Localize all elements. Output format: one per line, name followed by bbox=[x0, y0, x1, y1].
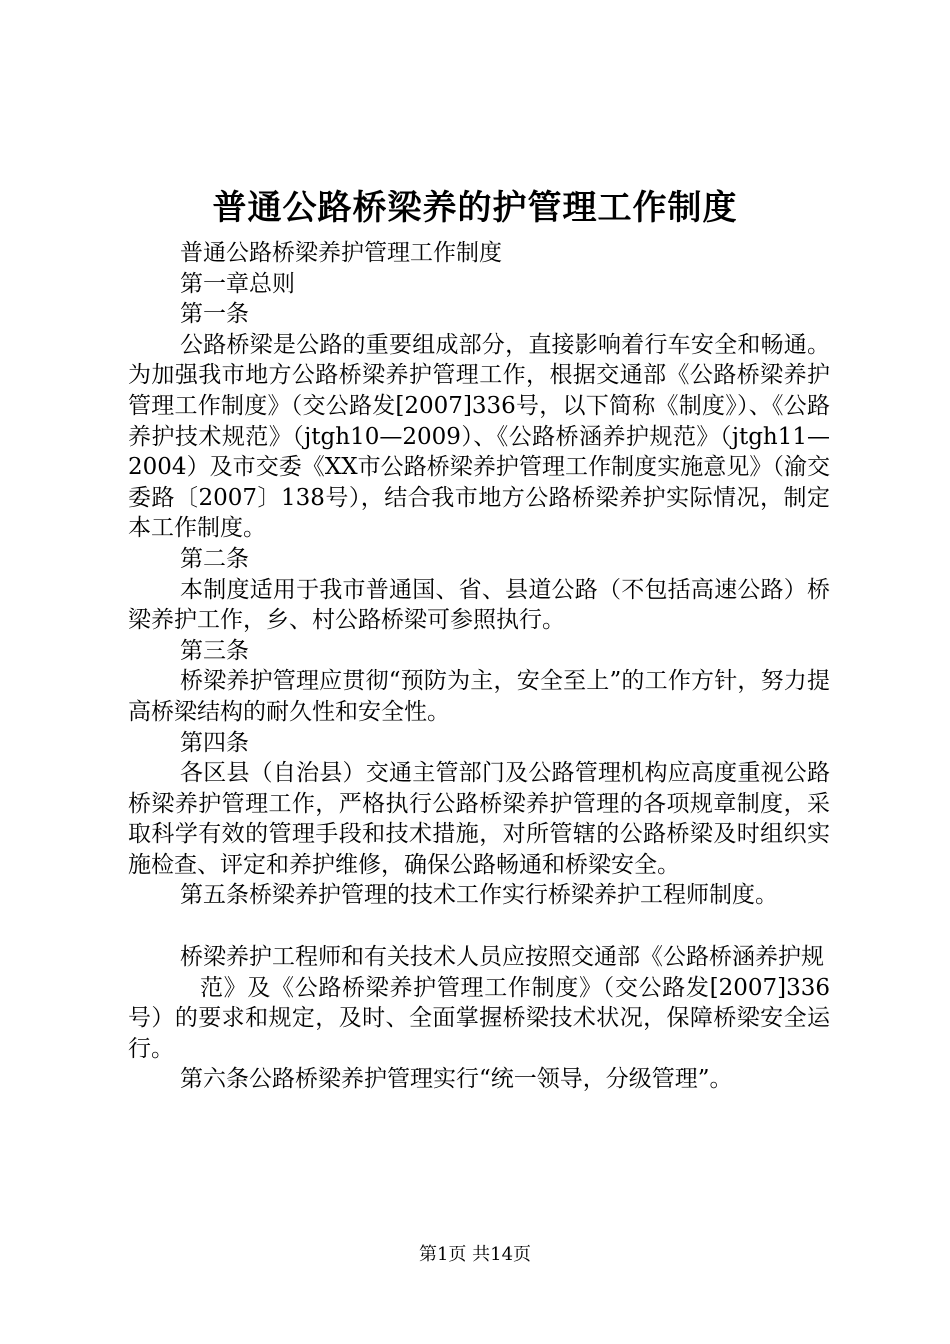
body-paragraph: 桥梁养护工程师和有关技术人员应按照交通部《公路桥涵养护规 bbox=[180, 944, 824, 971]
paragraph-gap bbox=[128, 911, 830, 942]
body-paragraph: 公路桥梁是公路的重要组成部分，直接影响着行车安全和畅通。为加强我市地方公路桥梁养护管理工作，根据交通部《公路桥梁养护管理工作制度》（交公路发[2007]336号，以下简称《制度》）、《公路养护技术规范》（jtgh10—2009）、《公路桥涵养护规范》（jtgh11—2004）及市交委《XX市公路桥梁养护管理工作制度实施意见》（渝交委路〔2007〕138号），结合我市地方公路桥梁养护实际情况，制定本工作制度。 bbox=[128, 331, 830, 542]
body-paragraph: 第六条公路桥梁养护管理实行“统一领导，分级管理”。 bbox=[180, 1066, 733, 1093]
body-paragraph: 各区县（自治县）交通主管部门及公路管理机构应高度重视公路桥梁养护管理工作，严格执行公路桥梁养护管理的各项规章制度，采取科学有效的管理手段和技术措施，对所管辖的公路桥梁及时组织实施检查、评定和养护维修，确保公路畅通和桥梁安全。 bbox=[128, 760, 830, 878]
article-heading: 第三条 bbox=[180, 637, 249, 664]
chapter-heading: 第一章总则 bbox=[180, 270, 295, 297]
body-paragraph: 第五条桥梁养护管理的技术工作实行桥梁养护工程师制度。 bbox=[180, 882, 778, 909]
article-heading: 第一条 bbox=[180, 301, 249, 328]
subtitle-paragraph: 普通公路桥梁养护管理工作制度 bbox=[180, 240, 502, 266]
body-paragraph: 本制度适用于我市普通国、省、县道公路（不包括高速公路）桥梁养护工作，乡、村公路桥梁可参照执行。 bbox=[128, 576, 830, 634]
page-number-footer: 第1页 共14页 bbox=[418, 1244, 532, 1265]
article-heading: 第四条 bbox=[180, 729, 249, 756]
article-heading: 第二条 bbox=[180, 545, 249, 572]
body-paragraph: 桥梁养护管理应贯彻“预防为主，安全至上”的工作方针，努力提高桥梁结构的耐久性和安全性。 bbox=[128, 668, 830, 725]
document-body bbox=[128, 238, 830, 1095]
document-title: 普通公路桥梁养的护管理工作制度 bbox=[212, 188, 738, 228]
body-paragraph: 范》及《公路桥梁养护管理工作制度》（交公路发[2007]336号）的要求和规定，及时、全面掌握桥梁技术状况，保障桥梁安全运行。 bbox=[128, 974, 830, 1062]
